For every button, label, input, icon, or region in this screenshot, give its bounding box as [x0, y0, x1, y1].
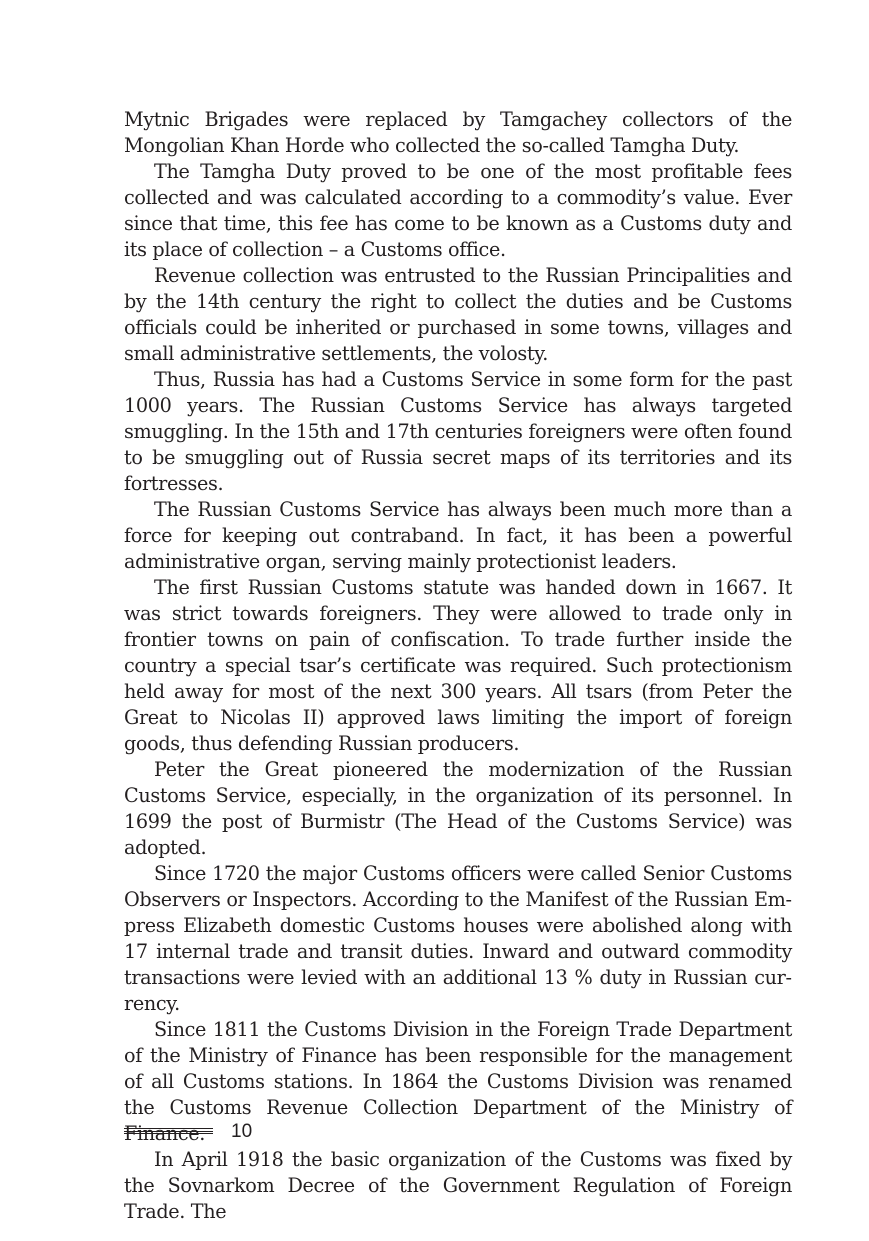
- paragraph: Thus, Russia has had a Customs Service in some form for the past 1000 years. The Russian Customs Service has always targeted smuggling. In the 15th and 17th centuries foreigners were often found to be smuggling out of Russia secret maps of its territories and its fortresses.: [124, 368, 792, 495]
- paragraph: Mytnic Brigades were replaced by Tamgachey collectors of the Mongolian Khan Horde who collected the so-called Tamgha Duty.: [124, 108, 792, 157]
- page-body: [124, 107, 792, 1225]
- paragraph: Since 1811 the Customs Division in the Foreign Trade Department of the Ministry of Finance has been responsible for the management of all Customs stations. In 1864 the Customs Division was renamed the Customs Revenue Collection Department of the Ministry of Finance.: [124, 1018, 792, 1145]
- paragraph: Revenue collection was entrusted to the Russian Principalities and by the 14th century the right to collect the duties and be Customs officials could be inherited or purchased in some towns, villages and small administrative settlements, the volosty.: [124, 264, 792, 365]
- paragraph: The first Russian Customs statute was handed down in 1667. It was strict towards foreigners. They were allowed to trade only in frontier towns on pain of confiscation. To trade further inside the country a special tsar’s certificate was required. Such protectionism held away for most of the next 300 years. All tsars (from Peter the Great to Nicolas II) approved laws limiting the import of foreign goods, thus defending Russian producers.: [124, 576, 792, 755]
- paragraph: Peter the Great pioneered the modernization of the Russian Customs Service, especially, in the organization of its personnel. In 1699 the post of Burmistr (The Head of the Customs Service) was adopted.: [124, 758, 792, 859]
- footer-rule: [124, 1128, 213, 1134]
- page-number: 10: [231, 1121, 253, 1142]
- page-footer: [124, 1121, 324, 1143]
- paragraph: Since 1720 the major Customs officers were called Senior Customs Observers or Inspectors. According to the Manifest of the Russian Empress Elizabeth domestic Customs houses were abolished along with 17 internal trade and transit duties. Inward and outward commodity transactions were levied with an additional 13 % duty in Russian currency.: [124, 862, 792, 1015]
- paragraph: The Tamgha Duty proved to be one of the most profitable fees collected and was calculated according to a commodity’s value. Ever since that time, this fee has come to be known as a Customs duty and its place of collection – a Customs office.: [124, 160, 792, 261]
- paragraph: In April 1918 the basic organization of the Customs was fixed by the Sovnarkom Decree of the Government Regulation of Foreign Trade. The: [124, 1148, 792, 1223]
- paragraph: The Russian Customs Service has always been much more than a force for keeping out contraband. In fact, it has been a powerful administrative organ, serving mainly protectionist leaders.: [124, 498, 792, 573]
